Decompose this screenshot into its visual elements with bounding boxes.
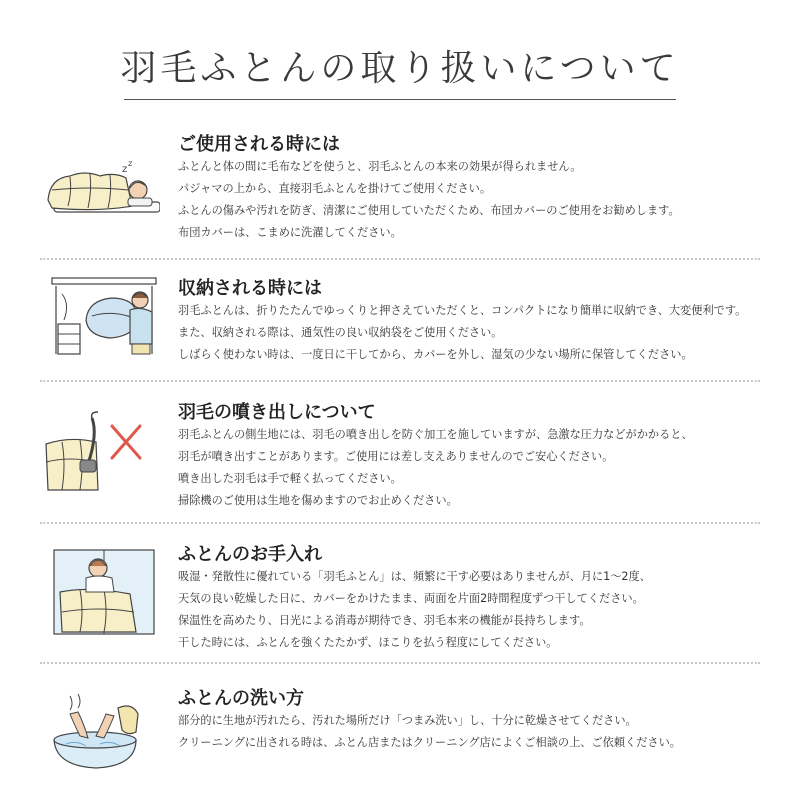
body-line: しばらく使わない時は、一度日に干してから、カバーを外し、湿気の少ない場所に保管してください。 xyxy=(178,348,693,361)
section-divider xyxy=(40,380,760,382)
airing-futon-icon xyxy=(40,546,160,636)
closet-storage-icon xyxy=(40,274,160,364)
title-underline xyxy=(124,99,676,100)
svg-text:z: z xyxy=(128,159,133,168)
body-line: 天気の良い乾燥した日に、カバーをかけたまま、両面を片面2時間程度ずつ干してください。 xyxy=(178,592,644,605)
body-line: 羽毛が噴き出すことがあります。ご使用には差し支えありませんのでご安心ください。 xyxy=(178,450,614,463)
body-line: 吸湿・発散性に優れている「羽毛ふとん」は、頻繁に干す必要はありませんが、月に1〜2度、 xyxy=(178,570,651,583)
body-line: ふとんと体の間に毛布などを使うと、羽毛ふとんの本来の効果が得られません。 xyxy=(178,160,582,173)
body-line: 羽毛ふとんは、折りたたんでゆっくりと押さえていただくと、コンパクトになり簡単に収納でき、大変便利です。 xyxy=(178,304,747,317)
body-line: 干した時には、ふとんを強くたたかず、ほこりを払う程度にしてください。 xyxy=(178,636,558,649)
body-line: また、収納される際は、通気性の良い収納袋をご使用ください。 xyxy=(178,326,503,339)
section-body xyxy=(178,424,693,512)
body-line: パジャマの上から、直接羽毛ふとんを掛けてご使用ください。 xyxy=(178,182,492,195)
section-heading: ふとんの洗い方 xyxy=(178,688,304,709)
svg-text:z: z xyxy=(122,164,128,175)
body-line: クリーニングに出される時は、ふとん店またはクリーニング店によくご相談の上、ご依頼ください。 xyxy=(178,736,681,749)
section-divider xyxy=(40,662,760,664)
section-body xyxy=(178,156,680,244)
washing-basin-icon xyxy=(40,684,160,774)
body-line: 羽毛ふとんの側生地には、羽毛の噴き出しを防ぐ加工を施していますが、急激な圧力などがかかると、 xyxy=(178,428,693,441)
body-line: 布団カバーは、こまめに洗濯してください。 xyxy=(178,226,402,239)
section-body xyxy=(178,710,681,754)
body-line: 保温性を高めたり、日光による消毒が期待でき、羽毛本来の機能が長持ちします。 xyxy=(178,614,591,627)
section-heading: ふとんのお手入れ xyxy=(178,544,322,565)
section-body xyxy=(178,300,746,366)
section-heading: 羽毛の噴き出しについて xyxy=(178,402,376,423)
body-line: 噴き出した羽毛は手で軽く払ってください。 xyxy=(178,472,402,485)
section-divider xyxy=(40,258,760,260)
body-line: 部分的に生地が汚れたら、汚れた場所だけ「つまみ洗い」し、十分に乾燥させてください。 xyxy=(178,714,637,727)
body-line: ふとんの傷みや汚れを防ぎ、清潔にご使用していただくため、布団カバーのご使用をお勧めします。 xyxy=(178,204,680,217)
section-heading: ご使用される時には xyxy=(178,134,340,155)
section-divider xyxy=(40,522,760,524)
body-line: 掃除機のご使用は生地を傷めますのでお止めください。 xyxy=(178,494,458,507)
sleeping-futon-icon xyxy=(40,150,160,240)
page-title: 羽毛ふとんの取り扱いについて xyxy=(120,48,680,89)
no-vacuum-icon xyxy=(40,404,160,494)
section-body xyxy=(178,566,651,654)
section-heading: 収納される時には xyxy=(178,278,322,299)
